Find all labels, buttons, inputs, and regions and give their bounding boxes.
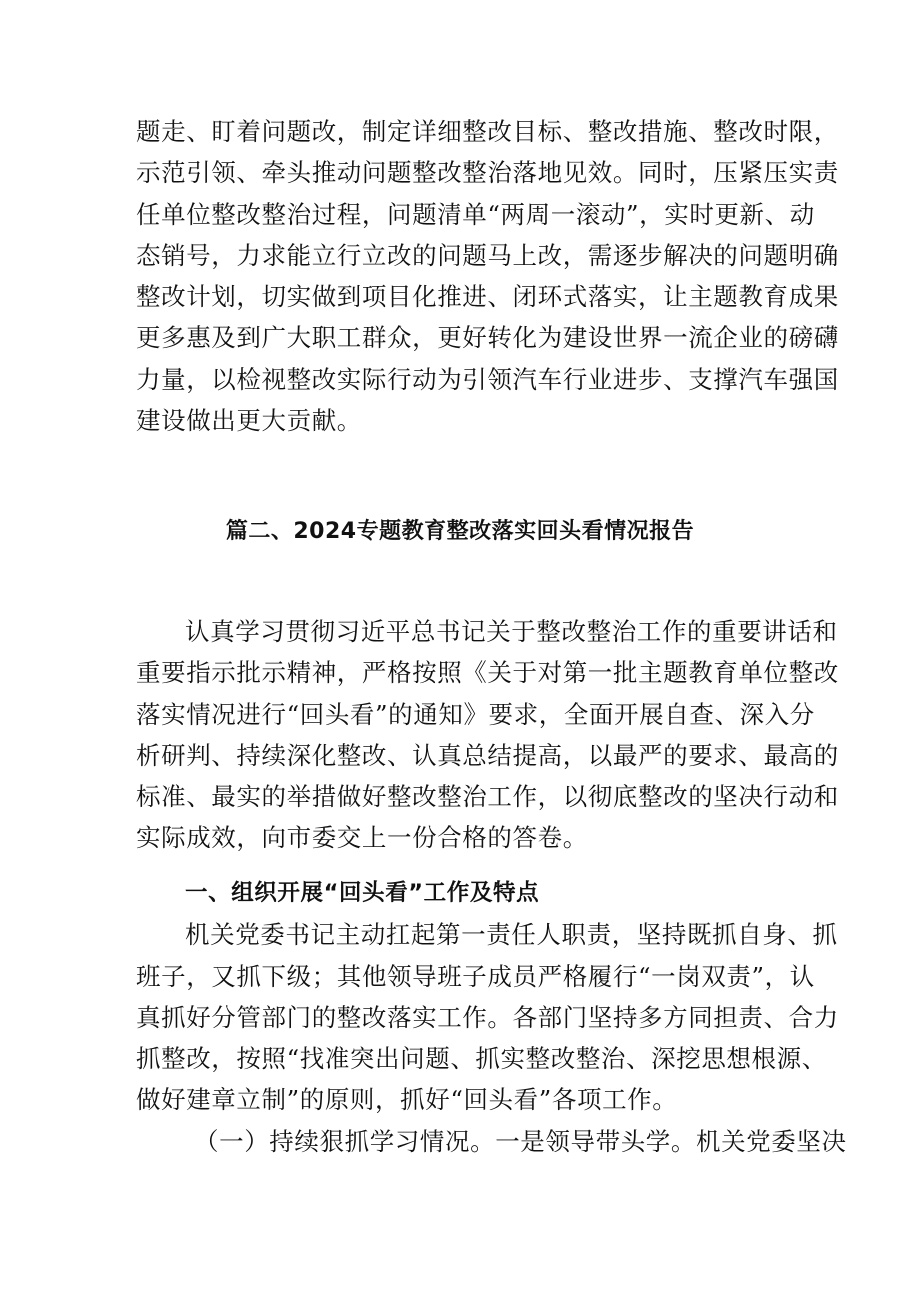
paragraph-line: 班子，又抓下级；其他领导班子成员严格履行“一岗双责”，认 xyxy=(136,961,815,991)
paragraph-line: 任单位整改整治过程，问题清单“两周一滚动”，实时更新、动 xyxy=(136,199,815,229)
paragraph-line: 认真学习贯彻习近平总书记关于整改整治工作的重要讲话和 xyxy=(185,617,838,646)
top-paragraph xyxy=(136,111,839,441)
paragraph-line: 实际成效，向市委交上一份合格的答卷。 xyxy=(136,823,588,853)
section-title: 篇二、2024专题教育整改落实回头看情况报告 xyxy=(225,519,695,544)
paragraph-line: 整改计划，切实做到项目化推进、闭环式落实，让主题教育成果 xyxy=(136,282,839,312)
heading-1: 一、组织开展“回头看”工作及特点 xyxy=(185,880,540,906)
paragraph-line: 更多惠及到广大职工群众，更好转化为建设世界一流企业的磅礴 xyxy=(136,323,839,353)
paragraph-line: 建设做出更大贡献。 xyxy=(136,406,362,436)
paragraph-line: 力量，以检视整改实际行动为引领汽车行业进步、支撑汽车强国 xyxy=(136,364,839,394)
intro-paragraph xyxy=(136,611,839,859)
paragraph-line: 题走、盯着问题改，制定详细整改目标、整改措施、整改时限， xyxy=(136,117,839,146)
paragraph-line: 抓整改，按照“找准突出问题、抓实整改整治、深挖思想根源、 xyxy=(136,1044,827,1074)
paragraph-line: 真抓好分管部门的整改落实工作。各部门坚持多方同担责、合力 xyxy=(136,1002,839,1032)
section-1 xyxy=(136,873,847,1162)
paragraph-line: 标准、最实的举措做好整改整治工作，以彻底整改的坚决行动和 xyxy=(136,782,839,812)
paragraph-line: 析研判、持续深化整改、认真总结提高，以最严的要求、最高的 xyxy=(136,740,839,770)
paragraph-line: 落实情况进行“回头看”的通知》要求，全面开展自查、深入分 xyxy=(136,699,815,729)
paragraph-line: 重要指示批示精神，严格按照《关于对第一批主题教育单位整改 xyxy=(136,658,839,688)
paragraph-line: 机关党委书记主动扛起第一责任人职责，坚持既抓自身、抓 xyxy=(185,920,838,950)
paragraph-line: 态销号，力求能立行立改的问题马上改，需逐步解决的问题明确 xyxy=(136,240,839,270)
sub-heading-line: （一）持续狠抓学习情况。一是领导带头学。机关党委坚决 xyxy=(194,1126,847,1156)
paragraph-line: 做好建章立制”的原则，抓好“回头看”各项工作。 xyxy=(136,1085,678,1115)
paragraph-line: 示范引领、牵头推动问题整改整治落地见效。同时，压紧压实责 xyxy=(136,158,839,188)
